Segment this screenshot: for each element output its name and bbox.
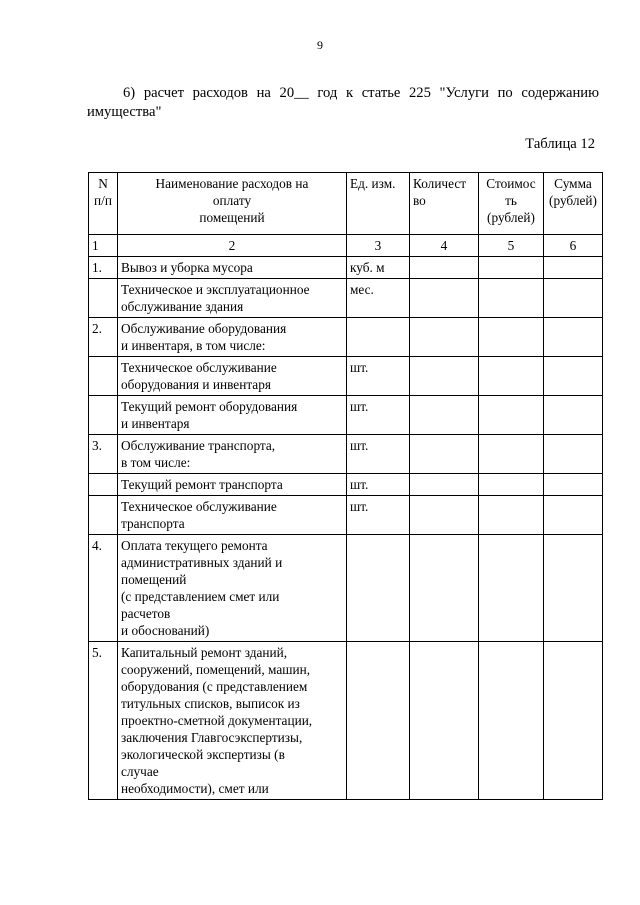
row-unit-cell: шт. bbox=[347, 474, 410, 496]
row-sum-cell bbox=[544, 535, 603, 642]
row-number-cell bbox=[89, 396, 118, 435]
row-unit-cell bbox=[347, 318, 410, 357]
table-row bbox=[89, 396, 603, 435]
row-cost-cell bbox=[479, 257, 544, 279]
column-number-cell: 4 bbox=[410, 235, 479, 257]
row-name-cell: Текущий ремонт оборудования и инвентаря bbox=[118, 396, 347, 435]
row-cost-cell bbox=[479, 396, 544, 435]
row-cost-cell bbox=[479, 318, 544, 357]
table-row bbox=[89, 474, 603, 496]
row-quantity-cell bbox=[410, 318, 479, 357]
row-number-cell bbox=[89, 474, 118, 496]
row-number-cell bbox=[89, 496, 118, 535]
row-quantity-cell bbox=[410, 396, 479, 435]
table-header-row bbox=[89, 173, 603, 235]
section-heading bbox=[87, 84, 599, 122]
header-cell-unit: Ед. изм. bbox=[347, 173, 410, 235]
header-cell-name: Наименование расходов на оплату помещений bbox=[118, 173, 347, 235]
row-unit-cell: шт. bbox=[347, 357, 410, 396]
column-number-cell: 3 bbox=[347, 235, 410, 257]
header-cell-cost: Стоимос ть (рублей) bbox=[479, 173, 544, 235]
row-name-cell: Техническое обслуживание транспорта bbox=[118, 496, 347, 535]
row-quantity-cell bbox=[410, 474, 479, 496]
table-row bbox=[89, 642, 603, 800]
row-cost-cell bbox=[479, 535, 544, 642]
column-numbers-row bbox=[89, 235, 603, 257]
row-sum-cell bbox=[544, 496, 603, 535]
section-heading-line-2: имущества" bbox=[87, 104, 162, 120]
row-cost-cell bbox=[479, 435, 544, 474]
row-sum-cell bbox=[544, 474, 603, 496]
page-number: 9 bbox=[317, 38, 323, 52]
row-number-cell: 5. bbox=[89, 642, 118, 800]
row-name-cell: Обслуживание транспорта, в том числе: bbox=[118, 435, 347, 474]
table-row bbox=[89, 257, 603, 279]
table-row bbox=[89, 535, 603, 642]
table-row bbox=[89, 435, 603, 474]
row-number-cell bbox=[89, 279, 118, 318]
table-row bbox=[89, 279, 603, 318]
row-name-cell: Обслуживание оборудования и инвентаря, в том числе: bbox=[118, 318, 347, 357]
header-cell-quantity: Количест во bbox=[410, 173, 479, 235]
row-quantity-cell bbox=[410, 535, 479, 642]
row-name-cell: Оплата текущего ремонта административных зданий и помещений (с представлением смет или расчетов и обоснований) bbox=[118, 535, 347, 642]
row-number-cell: 1. bbox=[89, 257, 118, 279]
section-heading-line-1: 6) расчет расходов на 20__ год к статье 225 "Услуги по содержанию bbox=[123, 85, 599, 101]
row-name-cell: Техническое и эксплуатационное обслуживание здания bbox=[118, 279, 347, 318]
table-row bbox=[89, 357, 603, 396]
column-number-cell: 5 bbox=[479, 235, 544, 257]
row-sum-cell bbox=[544, 257, 603, 279]
row-quantity-cell bbox=[410, 642, 479, 800]
header-cell-sum: Сумма (рублей) bbox=[544, 173, 603, 235]
row-sum-cell bbox=[544, 396, 603, 435]
row-name-cell: Вывоз и уборка мусора bbox=[118, 257, 347, 279]
column-number-cell: 6 bbox=[544, 235, 603, 257]
row-name-cell: Техническое обслуживание оборудования и инвентаря bbox=[118, 357, 347, 396]
table-row bbox=[89, 318, 603, 357]
row-cost-cell bbox=[479, 642, 544, 800]
row-unit-cell: шт. bbox=[347, 396, 410, 435]
row-sum-cell bbox=[544, 435, 603, 474]
row-cost-cell bbox=[479, 357, 544, 396]
row-number-cell: 4. bbox=[89, 535, 118, 642]
row-unit-cell: шт. bbox=[347, 496, 410, 535]
row-unit-cell: мес. bbox=[347, 279, 410, 318]
row-name-cell: Капитальный ремонт зданий, сооружений, помещений, машин, оборудования (с представлением титульных списков, выписок из проектно-сметной документации, заключения Главгосэкспертизы, экологической экспертизы (в случае необходимости), смет или bbox=[118, 642, 347, 800]
row-number-cell: 2. bbox=[89, 318, 118, 357]
row-unit-cell bbox=[347, 535, 410, 642]
row-cost-cell bbox=[479, 496, 544, 535]
table-caption: Таблица 12 bbox=[525, 136, 595, 152]
row-sum-cell bbox=[544, 318, 603, 357]
row-quantity-cell bbox=[410, 357, 479, 396]
row-quantity-cell bbox=[410, 435, 479, 474]
row-unit-cell: шт. bbox=[347, 435, 410, 474]
row-quantity-cell bbox=[410, 257, 479, 279]
row-sum-cell bbox=[544, 357, 603, 396]
row-sum-cell bbox=[544, 642, 603, 800]
column-number-cell: 1 bbox=[89, 235, 118, 257]
row-sum-cell bbox=[544, 279, 603, 318]
row-cost-cell bbox=[479, 474, 544, 496]
row-number-cell bbox=[89, 357, 118, 396]
column-number-cell: 2 bbox=[118, 235, 347, 257]
expenses-table bbox=[88, 172, 603, 800]
table-row bbox=[89, 496, 603, 535]
row-name-cell: Текущий ремонт транспорта bbox=[118, 474, 347, 496]
row-number-cell: 3. bbox=[89, 435, 118, 474]
row-quantity-cell bbox=[410, 279, 479, 318]
header-cell-number: N п/п bbox=[89, 173, 118, 235]
row-unit-cell bbox=[347, 642, 410, 800]
row-unit-cell: куб. м bbox=[347, 257, 410, 279]
row-quantity-cell bbox=[410, 496, 479, 535]
row-cost-cell bbox=[479, 279, 544, 318]
